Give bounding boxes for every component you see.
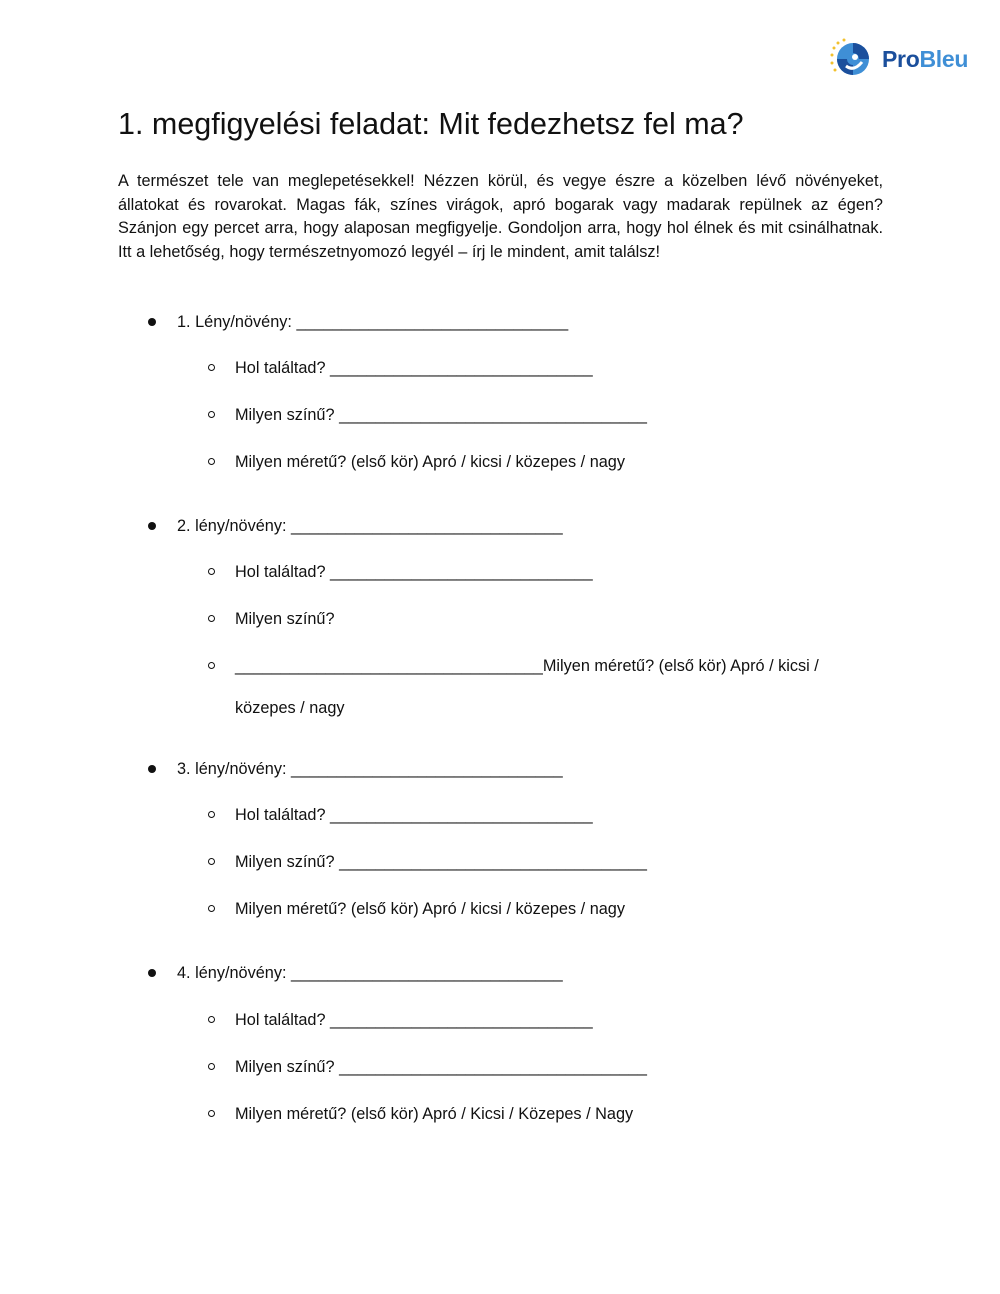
item-4-where: Hol találtad? _____________________________ <box>235 1011 593 1029</box>
bullet-icon <box>148 522 156 530</box>
item-1-color: Milyen színű? __________________________________ <box>235 406 647 424</box>
probleu-logo <box>829 38 979 80</box>
logo-wordmark <box>882 46 968 72</box>
item-3-color: Milyen színű? __________________________________ <box>235 853 647 871</box>
bullet-icon <box>148 969 156 977</box>
item-1-label: 1. Lény/növény: ______________________________ <box>177 313 569 331</box>
item-4-color: Milyen színű? __________________________________ <box>235 1058 647 1076</box>
logo-pro: Pro <box>882 46 920 72</box>
bullet-icon <box>148 318 156 326</box>
item-3-size: Milyen méretű? (első kör) Apró / kicsi / közepes / nagy <box>235 900 626 918</box>
circle-bullet-icon <box>208 411 215 418</box>
intro-paragraph: A természet tele van meglepetésekkel! Nézzen körül, és vegye észre a közelben lévő növényeket, állatokat és rovarokat. Magas fák, színes virágok, apró bogarak vagy madarak repülnek az égen? Szánjon egy percet arra, hogy alaposan megfigyelje. Gondoljon arra, hogy hol élnek és mit csinálhatnak. Itt a lehetőség, hogy természetnyomozó legyél – írj le mindent, amit találsz! <box>118 172 883 261</box>
item-2-label: 2. lény/növény: ______________________________ <box>177 517 563 535</box>
circle-bullet-icon <box>208 364 215 371</box>
bullet-icon <box>148 765 156 773</box>
item-2-color: Milyen színű? <box>235 610 335 628</box>
circle-bullet-icon <box>208 458 215 465</box>
circle-bullet-icon <box>208 1110 215 1117</box>
item-1-size: Milyen méretű? (első kör) Apró / kicsi / közepes / nagy <box>235 453 626 471</box>
circle-bullet-icon <box>208 905 215 912</box>
item-2-where: Hol találtad? _____________________________ <box>235 563 593 581</box>
probleu-emblem-icon <box>829 38 877 80</box>
logo-bleu: Bleu <box>919 46 969 72</box>
item-1-where: Hol találtad? _____________________________ <box>235 359 593 377</box>
item-4-size: Milyen méretű? (első kör) Apró / Kicsi / Közepes / Nagy <box>235 1105 634 1123</box>
item-3-label: 3. lény/növény: ______________________________ <box>177 760 563 778</box>
circle-bullet-icon <box>208 615 215 622</box>
circle-bullet-icon <box>208 568 215 575</box>
circle-bullet-icon <box>208 1016 215 1023</box>
circle-bullet-icon <box>208 1063 215 1070</box>
circle-bullet-icon <box>208 811 215 818</box>
circle-bullet-icon <box>208 662 215 669</box>
item-4-label: 4. lény/növény: ______________________________ <box>177 964 563 982</box>
circle-bullet-icon <box>208 858 215 865</box>
item-2-size-line: __________________________________Milyen méretű? (első kör) Apró / kicsi / <box>235 657 819 675</box>
item-3-where: Hol találtad? _____________________________ <box>235 806 593 824</box>
page-title: 1. megfigyelési feladat: Mit fedezhetsz fel ma? <box>118 107 744 141</box>
item-2-size-continued: közepes / nagy <box>235 699 345 717</box>
